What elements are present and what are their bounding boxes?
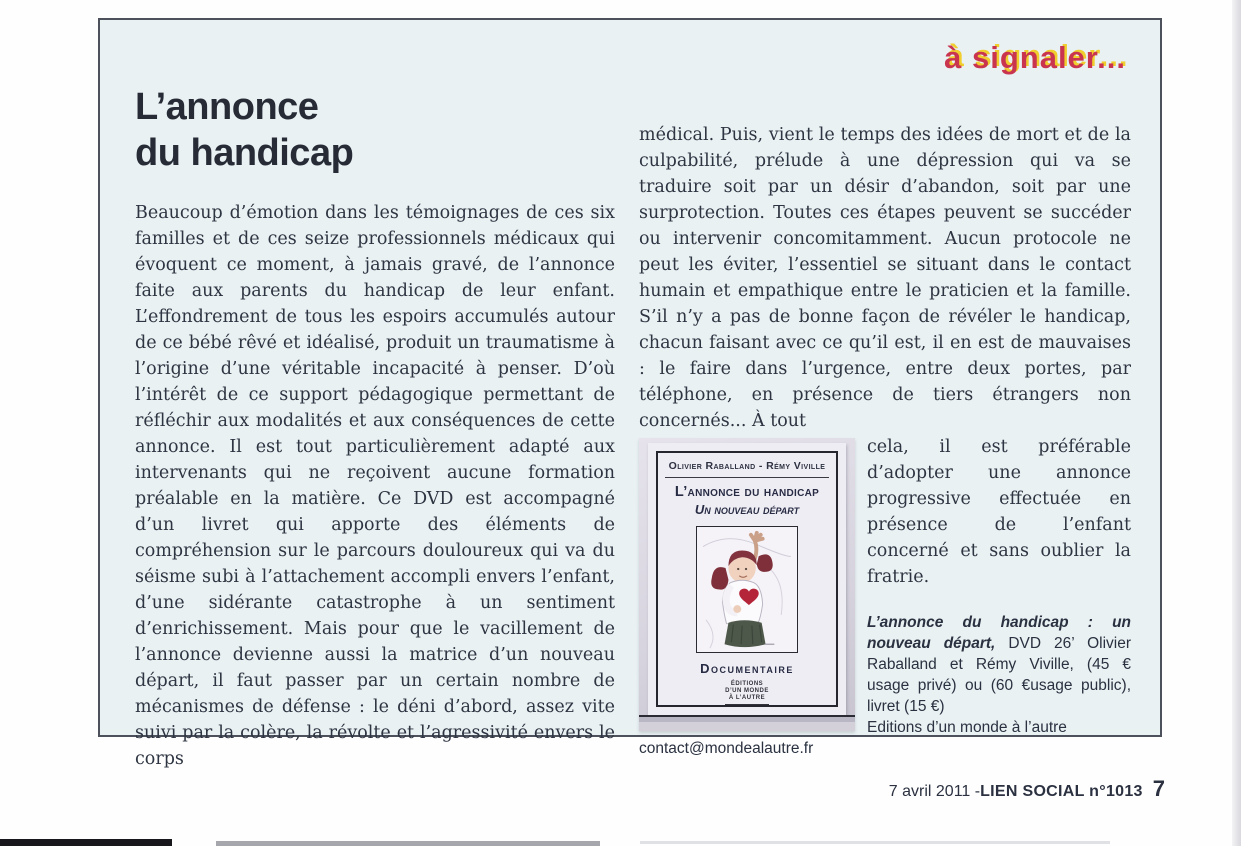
- left-column: [135, 84, 615, 772]
- publisher-logo-line1: ÉDITIONS: [730, 681, 764, 687]
- scan-edge-bottom-dark: [0, 839, 172, 846]
- article-panel: [98, 18, 1162, 769]
- cover-illustration-girl: [696, 526, 798, 653]
- footer-page-number: 7: [1152, 776, 1165, 801]
- dvd-case-bottom-edge: [639, 715, 855, 731]
- caption-title: L’annonce du handicap : un nouveau départ,: [867, 614, 1131, 652]
- footer-date: 7 avril 2011 -: [888, 783, 981, 800]
- dvd-cover-genre: Documentaire: [700, 661, 794, 676]
- page-footer: [889, 776, 1165, 802]
- dvd-cover-subtitle: Un nouveau départ: [694, 502, 800, 517]
- dvd-cover-photo: [639, 438, 855, 731]
- article-body-left: Beaucoup d’émotion dans les témoignages de ces six familles et de ces seize professionnels médicaux qui évoquent ce moment, à jamais gravé, de l’annonce faite aux parents du handicap de leur enfant. L’effondrement de tous les espoirs accumulés autour de ce bébé rêvé et idéalisé, produit un traumatisme à l’origine d’une véritable incapacité à penser. D’où l’intérêt de ce support pédagogique permettant de réfléchir aux modalités et aux conséquences de cette annonce. Il est tout particulièrement adapté aux intervenants qui ne reçoivent aucune formation préalable en la matière. Ce DVD est accompagné d’un livret qui apporte des éléments de compréhension sur le parcours douloureux qui va du séisme subi à l’attachement accompli envers l’enfant, d’une sidérante catastrophe à un sentiment d’enrichissement. Mais pour que le vacillement de l’annonce devienne aussi la matrice d’un nouveau départ, il faut passer par un certain nombre de mécanismes de défense : le déni d’abord, assez vite suivi par la colère, la révolte et l’agressivité envers le corps: [135, 203, 615, 769]
- publisher-logo-line2: D’UN MONDE: [725, 688, 769, 694]
- scan-edge-bottom-gray: [216, 841, 600, 846]
- article-title-line1: L’annonce: [135, 86, 319, 128]
- publisher-logo-line3: À L’AUTRE: [728, 695, 766, 701]
- caption-details: DVD 26’ Olivier Raballand et Rémy Viville, (45 € usage privé) ou (60 €usage public), livret (15 €): [867, 635, 1131, 715]
- article-title-line2: du handicap: [135, 132, 354, 174]
- footer-magazine-issue: LIEN SOCIAL n°1013: [980, 783, 1143, 800]
- article-title: [135, 84, 615, 176]
- article-body-right-1: médical. Puis, vient le temps des idées de mort et de la culpabilité, prélude à une dépression qui va se traduire soit par un désir d’abandon, soit par une surprotection. Toutes ces étapes peuvent se succéder ou intervenir concomitamment. Aucun protocole ne peut les éviter, l’essentiel se situant dans le contact humain et empathique entre le praticien et la famille. S’il n’y a pas de bonne façon de révéler le handicap, chacun faisant avec ce qu’il est, il en est de mauvaises : le faire dans l’urgence, entre deux portes, par téléphone, en présence de tiers étrangers non concernés... À tout: [639, 125, 1131, 431]
- dvd-cover-divider: [665, 477, 829, 478]
- dvd-cover-authors: Olivier Raballand - Rémy Viville: [668, 460, 826, 472]
- dvd-cover-frame: [656, 451, 838, 707]
- dvd-cover-title: L’annonce du handicap: [674, 484, 820, 500]
- dvd-cover-case: [648, 443, 846, 715]
- section-tagline: à signaler...: [944, 40, 1126, 75]
- publisher-logo: [725, 681, 769, 705]
- caption-contact-email: contact@mondealautre.fr: [639, 740, 814, 757]
- scan-edge-right: [1232, 0, 1241, 846]
- article-columns: [135, 84, 1131, 772]
- caption-publisher: Editions d’un monde à l’autre: [867, 719, 1067, 736]
- scan-edge-bottom-light: [640, 841, 1110, 844]
- right-column: [639, 84, 1131, 772]
- article-body-right-2: cela, il est préférable d’adopter une annonce progressive effectuée en présence de l’enfant concerné et sans oublier la fratrie.: [867, 437, 1131, 587]
